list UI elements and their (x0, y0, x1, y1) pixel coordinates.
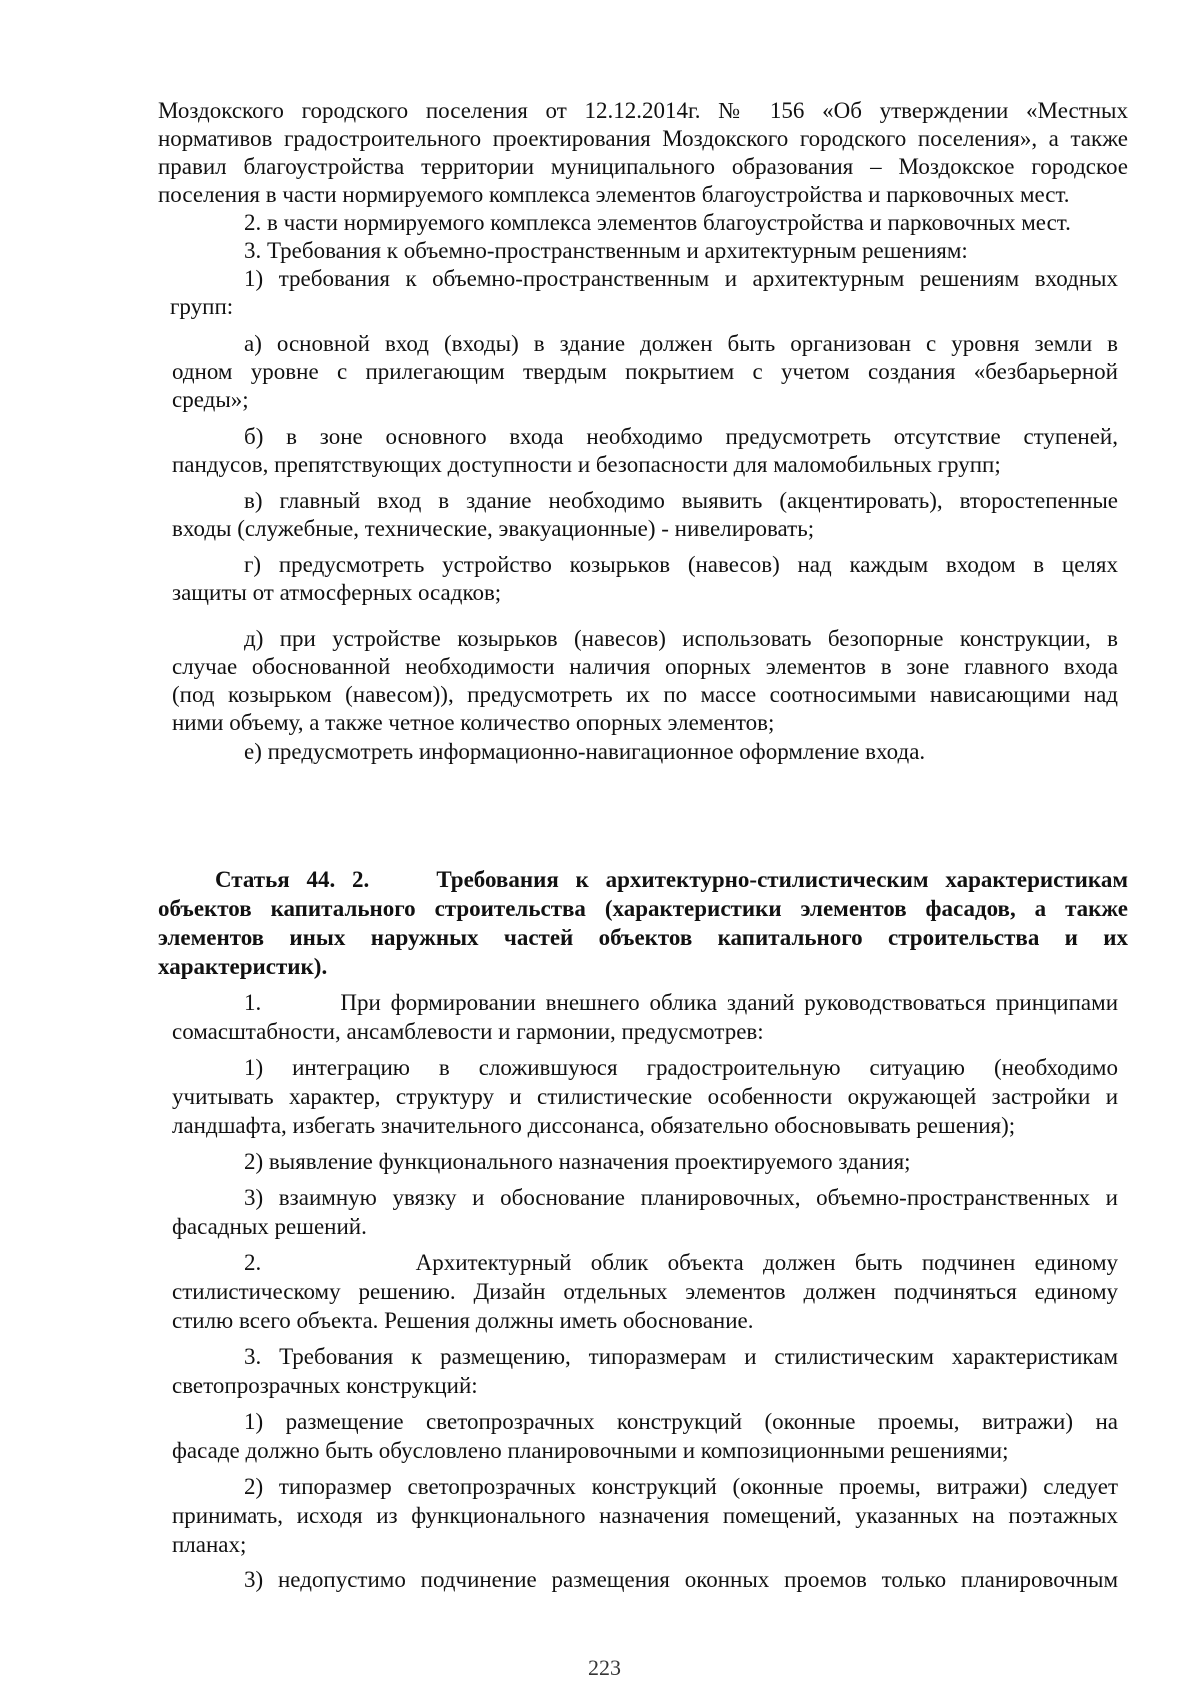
text-line: в) главный вход в здание необходимо выявить (акцентировать), второстепенные (244, 488, 1118, 513)
page-number: 223 (588, 1655, 621, 1680)
text-line: ними объему, а также четное количество опорных элементов; (172, 710, 775, 735)
text-line: д) при устройстве козырьков (навесов) использовать безопорные конструкции, в (244, 626, 1118, 651)
text-line: 3. Требования к объемно-пространственным и архитектурным решениям: (244, 238, 968, 263)
text-line: 3. Требования к размещению, типоразмерам и стилистическим характеристикам (244, 1344, 1118, 1369)
text-line: е) предусмотреть информационно-навигационное оформление входа. (244, 739, 926, 764)
text-line: а) основной вход (входы) в здание должен быть организован с уровня земли в (244, 331, 1118, 356)
text-line: одном уровне с прилегающим твердым покрытием с учетом создания «безбарьерной (172, 359, 1118, 384)
text-line: учитывать характер, структуру и стилистические особенности окружающей застройки и (172, 1084, 1118, 1109)
text-line: Моздокского городского поселения от 12.12.2014г. № 156 «Об утверждении «Местных (158, 98, 1128, 123)
text-line: г) предусмотреть устройство козырьков (навесов) над каждым входом в целях (244, 552, 1118, 577)
text-line: 2. в части нормируемого комплекса элементов благоустройства и парковочных мест. (244, 210, 1071, 235)
text-line: пандусов, препятствующих доступности и безопасности для маломобильных групп; (172, 452, 1001, 477)
text-line: 1. При формировании внешнего облика зданий руководствоваться принципами (244, 990, 1118, 1015)
text-line: защиты от атмосферных осадков; (172, 580, 502, 605)
text-line: среды»; (172, 387, 249, 412)
text-line: 1) требования к объемно-пространственным и архитектурным решениям входных (244, 266, 1118, 291)
text-line: принимать, исходя из функционального назначения помещений, указанных на поэтажных (172, 1503, 1118, 1528)
text-line: сомасштабности, ансамблевости и гармонии, предусмотрев: (172, 1019, 764, 1044)
text-line: (под козырьком (навесом)), предусмотреть их по массе соотносимыми нависающими над (172, 682, 1118, 707)
text-line: планах; (172, 1532, 247, 1557)
text-line: 2) типоразмер светопрозрачных конструкций (оконные проемы, витражи) следует (244, 1474, 1118, 1499)
text-line: правил благоустройства территории муниципального образования – Моздокское городское (158, 154, 1128, 179)
text-line: стилю всего объекта. Решения должны иметь обоснование. (172, 1308, 754, 1333)
text-line: б) в зоне основного входа необходимо предусмотреть отсутствие ступеней, (244, 424, 1118, 449)
text-line: 1) размещение светопрозрачных конструкций (оконные проемы, витражи) на (244, 1409, 1118, 1434)
text-line: светопрозрачных конструкций: (172, 1373, 478, 1398)
text-line: 2. Архитектурный облик объекта должен быть подчинен единому (244, 1250, 1118, 1275)
text-line: поселения в части нормируемого комплекса элементов благоустройства и парковочных мест. (158, 182, 1070, 207)
article-heading-line: характеристик). (158, 954, 328, 979)
text-line: ландшафта, избегать значительного диссонанса, обязательно обосновывать решения); (172, 1113, 1016, 1138)
article-heading-line: элементов иных наружных частей объектов капитального строительства и их (158, 925, 1128, 950)
text-line: 3) недопустимо подчинение размещения оконных проемов только планировочным (244, 1567, 1118, 1592)
text-line: 2) выявление функционального назначения проектируемого здания; (244, 1149, 911, 1174)
text-line: фасадных решений. (172, 1214, 367, 1239)
text-line: нормативов градостроительного проектирования Моздокского городского поселения», а также (158, 126, 1128, 151)
text-line: групп: (170, 294, 234, 319)
text-line: 1) интеграцию в сложившуюся градостроительную ситуацию (необходимо (244, 1055, 1118, 1080)
text-line: стилистическому решению. Дизайн отдельных элементов должен подчиняться единому (172, 1279, 1118, 1304)
article-heading-line: объектов капитального строительства (характеристики элементов фасадов, а также (158, 896, 1128, 921)
text-line: фасаде должно быть обусловлено планировочными и композиционными решениями; (172, 1438, 1009, 1463)
article-heading-line: Статья 44. 2. Требования к архитектурно-стилистическим характеристикам (215, 867, 1128, 892)
text-line: входы (служебные, технические, эвакуационные) - нивелировать; (172, 516, 815, 541)
text-line: случае обоснованной необходимости наличия опорных элементов в зоне главного входа (172, 654, 1118, 679)
text-line: 3) взаимную увязку и обоснование планировочных, объемно-пространственных и (244, 1185, 1118, 1210)
